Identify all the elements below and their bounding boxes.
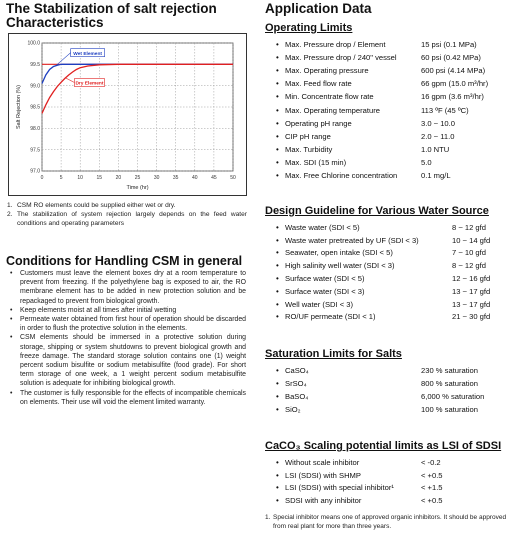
spec-value: 230 % saturation	[421, 366, 478, 375]
bullet-glyph: •	[276, 286, 279, 296]
spec-row	[276, 221, 516, 234]
bullet-glyph: •	[276, 261, 279, 271]
chart-note	[7, 210, 247, 228]
spec-row	[276, 143, 516, 156]
spec-row	[276, 247, 516, 260]
spec-label: LSI (SDSI) with SHMP	[285, 470, 361, 480]
list-item-text: Customers must leave the element boxes dry at a room temperature to prevent from freezing. If the polyethylene bag is exposed to air, the RO membrane element has to be added in new protection solution and be repackaged to prevent from biological growth.	[20, 270, 246, 305]
spec-value: 800 % saturation	[421, 379, 478, 388]
spec-label: LSI (SDSI) with special inhibitor¹	[285, 483, 394, 493]
bullet-glyph: •	[276, 170, 279, 180]
bullet-glyph: •	[10, 334, 13, 342]
note-number: 1.	[7, 202, 13, 209]
spec-value: 6,000 % saturation	[421, 392, 485, 401]
spec-value: 15 psi (0.1 MPa)	[421, 40, 477, 50]
list-item-text: Keep elements moist at all times after initial wetting	[20, 306, 177, 314]
spec-value: 100 % saturation	[421, 405, 478, 414]
bullet-glyph: •	[276, 222, 279, 232]
bullet-glyph: •	[276, 131, 279, 141]
note-text: CSM RO elements could be supplied either wet or dry.	[17, 202, 176, 209]
spec-row	[276, 377, 516, 390]
spec-row	[276, 234, 516, 247]
list-item-text: Permeate water obtained from first hour of operation should be discarded in order to flush the protective solution in the elements.	[20, 316, 246, 333]
bullet-glyph: •	[276, 483, 279, 493]
application-data-title: Application Data	[265, 1, 372, 16]
spec-value: 13 ~ 17 gfd	[452, 286, 491, 296]
spec-value: < +0.5	[421, 496, 443, 506]
spec-value: 5.0	[421, 157, 432, 167]
y-tick-label: 100.0	[27, 40, 40, 47]
spec-row	[276, 77, 516, 90]
spec-row	[276, 130, 516, 143]
bullet-glyph: •	[10, 316, 13, 324]
x-tick-label: 10	[77, 175, 83, 181]
x-tick-label: 15	[96, 175, 103, 181]
bullet-glyph: •	[276, 405, 279, 414]
spec-row	[276, 272, 516, 285]
spec-label: Max. Pressure drop / Element	[285, 40, 386, 50]
spec-label: Min. Concentrate flow rate	[285, 92, 374, 102]
spec-label: Seawater, open intake (SDI < 5)	[285, 248, 393, 258]
spec-row	[276, 103, 516, 116]
spec-value: 113 ºF (45 ºC)	[421, 105, 469, 115]
spec-row	[276, 169, 516, 182]
note-text: The stabilization of system rejection largely depends on the feed water conditions and operating parameters	[17, 211, 247, 228]
bullet-glyph: •	[276, 157, 279, 167]
spec-row	[276, 456, 516, 469]
y-tick-label: 97.5	[30, 147, 40, 154]
operating-limits-title: Operating Limits	[265, 22, 353, 34]
spec-row	[276, 51, 516, 64]
bullet-glyph: •	[276, 470, 279, 480]
caco3-footnote	[265, 513, 517, 531]
spec-label: CIP pH range	[285, 131, 331, 141]
spec-value: 7 ~ 10 gfd	[452, 248, 486, 258]
list-item	[10, 333, 246, 388]
spec-row	[276, 156, 516, 169]
list-item	[10, 315, 246, 333]
spec-row	[276, 90, 516, 103]
bullet-glyph: •	[276, 248, 279, 258]
x-tick-label: 0	[40, 175, 44, 181]
spec-label: Max. Pressure drop / 240" vessel	[285, 53, 397, 63]
spec-label: Max. Turbidity	[285, 144, 333, 154]
spec-value: 60 psi (0.42 MPa)	[421, 53, 481, 63]
bullet-glyph: •	[276, 66, 279, 76]
bullet-glyph: •	[276, 53, 279, 63]
chart-notes	[7, 201, 247, 229]
design-guideline-title: Design Guideline for Various Water Source	[265, 205, 489, 217]
y-tick-label: 98.5	[30, 104, 40, 111]
spec-row	[276, 259, 516, 272]
spec-row	[276, 64, 516, 77]
spec-label: SDSI with any inhibitor	[285, 496, 362, 506]
spec-value: < +0.5	[421, 470, 443, 480]
footnote-text: Special inhibitor means one of approved organic inhibitors. It should be approved from real plant for more than three years.	[273, 514, 507, 530]
spec-row	[276, 390, 516, 403]
spec-value: 0.1 mg/L	[421, 170, 451, 180]
y-tick-label: 99.0	[30, 83, 40, 90]
spec-row	[276, 298, 516, 311]
spec-label: Max. SDI (15 min)	[285, 157, 347, 167]
list-item	[10, 269, 246, 306]
spec-label: Surface water (SDI < 5)	[285, 274, 365, 284]
bullet-glyph: •	[276, 40, 279, 50]
spec-label: Waste water pretreated by UF (SDI < 3)	[285, 235, 419, 245]
bullet-glyph: •	[276, 235, 279, 245]
spec-label: High salinity well water (SDI < 3)	[285, 261, 395, 271]
spec-row	[276, 494, 516, 507]
spec-value: 10 ~ 14 gfd	[452, 235, 491, 245]
x-tick-label: 20	[115, 175, 122, 181]
spec-label: Waste water (SDI < 5)	[285, 222, 360, 232]
x-tick-label: 5	[59, 175, 63, 181]
bullet-glyph: •	[276, 79, 279, 89]
y-axis-label: Salt Rejection (%)	[16, 84, 22, 130]
operating-limits-list	[276, 38, 516, 183]
x-tick-label: 30	[153, 175, 160, 181]
spec-value: 16 gpm (3.6 m³/hr)	[421, 92, 484, 102]
list-item	[10, 306, 246, 315]
bullet-glyph: •	[10, 306, 13, 314]
spec-row	[276, 117, 516, 130]
spec-label: Surface water (SDI < 3)	[285, 286, 365, 296]
bullet-glyph: •	[276, 118, 279, 128]
spec-label: Without scale inhibitor	[285, 457, 360, 467]
spec-value: 13 ~ 17 gfd	[452, 299, 491, 309]
spec-value: 8 ~ 12 gfd	[452, 261, 486, 271]
saturation-title: Saturation Limits for Salts	[265, 348, 402, 360]
handling-list	[10, 269, 246, 407]
spec-label: Max. Free Chlorine concentration	[285, 170, 398, 180]
spec-value: 12 ~ 16 gfd	[452, 274, 491, 284]
y-tick-label: 98.0	[30, 126, 40, 133]
bullet-glyph: •	[10, 270, 13, 277]
salt-rejection-chart	[8, 33, 247, 196]
spec-row	[276, 364, 516, 377]
spec-value: 3.0 ~ 10.0	[421, 118, 455, 128]
legend-label-wet: Wet Element	[73, 51, 103, 57]
spec-label: Max. Feed flow rate	[285, 79, 352, 89]
x-axis-label: Time (hr)	[126, 185, 149, 191]
spec-label: Max. Operating temperature	[285, 105, 380, 115]
legend-label-dry: Dry Element	[75, 81, 104, 87]
list-item-text: CSM elements should be immersed in a protective solution during storage, shipping or system shutdowns to prevent biological growth and freeze damage. The standard storage solution contains one (1) weight percent sodium bisulfite or sodium metabisulfite (food grade). For short term storage of one week, a 1 weight percent sodium metabisulfite solution is adequate for inhibiting biological growth.	[20, 334, 246, 388]
spec-label: CaSO₄	[285, 366, 309, 375]
spec-value: < -0.2	[421, 457, 441, 467]
chart-note	[7, 201, 247, 210]
spec-label: RO/UF permeate (SDI < 1)	[285, 312, 376, 322]
bullet-glyph: •	[276, 274, 279, 284]
bullet-glyph: •	[276, 144, 279, 154]
y-tick-label: 99.5	[30, 62, 40, 69]
spec-label: Well water (SDI < 3)	[285, 299, 354, 309]
bullet-glyph: •	[276, 392, 279, 401]
x-tick-label: 50	[230, 175, 236, 181]
spec-value: 2.0 ~ 11.0	[421, 131, 455, 141]
x-tick-label: 25	[134, 175, 141, 181]
spec-row	[276, 469, 516, 482]
bullet-glyph: •	[276, 496, 279, 506]
caco3-list	[276, 456, 516, 508]
chart-title: The Stabilization of salt rejection Characteristics	[6, 1, 217, 30]
bullet-glyph: •	[276, 379, 279, 388]
list-item	[10, 389, 246, 407]
spec-label: Max. Operating pressure	[285, 66, 369, 76]
spec-value: 600 psi (4.14 MPa)	[421, 66, 486, 76]
list-item-text: The customer is fully responsible for the effects of incompatible chemicals on elements. Their use will void the element limited warranty.	[20, 389, 246, 406]
bullet-glyph: •	[276, 312, 279, 322]
bullet-glyph: •	[276, 457, 279, 467]
bullet-glyph: •	[276, 92, 279, 102]
footnote-number: 1.	[265, 514, 271, 521]
chart-svg	[9, 34, 246, 195]
spec-row	[276, 38, 516, 51]
spec-row	[276, 482, 516, 495]
spec-value: 66 gpm (15.0 m³/hr)	[421, 79, 489, 89]
x-tick-label: 45	[211, 175, 217, 181]
spec-row	[276, 403, 516, 416]
spec-value: < +1.5	[421, 483, 443, 493]
bullet-glyph: •	[276, 299, 279, 309]
spec-label: BaSO₄	[285, 392, 309, 401]
caco3-title: CaCO₃ Scaling potential limits as LSI of SDSI	[265, 440, 502, 452]
spec-row	[276, 285, 516, 298]
saturation-list	[276, 364, 516, 416]
spec-value: 21 ~ 30 gfd	[452, 312, 491, 322]
y-tick-label: 97.0	[30, 168, 40, 175]
bullet-glyph: •	[276, 366, 279, 375]
x-tick-label: 40	[192, 175, 198, 181]
design-guideline-list	[276, 221, 516, 325]
bullet-glyph: •	[10, 389, 13, 397]
spec-value: 1.0 NTU	[421, 144, 450, 154]
spec-label: SrSO₄	[285, 379, 307, 388]
spec-label: Operating pH range	[285, 118, 352, 128]
note-number: 2.	[7, 211, 13, 219]
bullet-glyph: •	[276, 105, 279, 115]
spec-row	[276, 311, 516, 324]
handling-title: Conditions for Handling CSM in general	[6, 254, 243, 268]
spec-value: 8 ~ 12 gfd	[452, 222, 486, 232]
x-tick-label: 35	[172, 175, 179, 181]
spec-label: SiO₂	[285, 405, 301, 414]
